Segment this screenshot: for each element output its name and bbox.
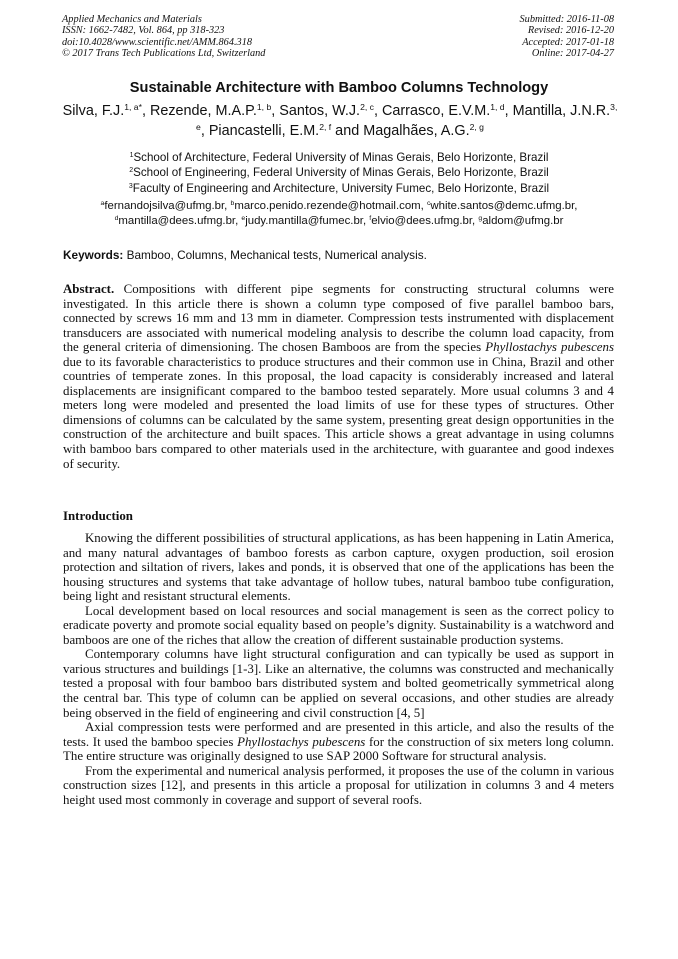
paragraph — [63, 604, 614, 648]
submission-dates — [520, 14, 614, 59]
section-heading: Introduction — [63, 509, 133, 523]
author-affiliation-mark: 2, c — [360, 101, 374, 112]
author-name: Magalhães, A.G. — [363, 123, 470, 139]
paragraph — [63, 647, 614, 720]
affiliation-mark: 1 — [129, 151, 134, 159]
journal-info-line: doi:10.4028/www.scientific.net/AMM.864.318 — [62, 36, 252, 48]
affiliation-text: School of Architecture, Federal University of Minas Gerais, Belo Horizonte, Brazil — [133, 151, 549, 164]
author-name: Santos, W.J. — [279, 103, 361, 119]
affiliations — [0, 150, 678, 196]
separator: , — [362, 215, 370, 227]
affiliation — [0, 165, 678, 180]
paragraph — [63, 720, 614, 764]
email-mark: g — [478, 214, 483, 222]
journal-info-line: ISSN: 1662-7482, Vol. 864, pp 318-323 — [62, 25, 225, 37]
separator: and — [331, 123, 364, 139]
author-affiliation-mark: 2, f — [319, 121, 332, 132]
paragraph-text: From the experimental and numerical analysis performed, it proposes the use of the column in various construction sizes [12], and presents in this article a proposal for utilization in columns 3 and 4 meters height used most commonly in coverage and support of several roofs. — [63, 763, 614, 807]
separator: , — [472, 215, 479, 227]
date-line: Accepted: 2017-01-18 — [522, 36, 614, 48]
email-address: fernandojsilva@ufmg.br — [104, 200, 225, 212]
paper-title: Sustainable Architecture with Bamboo Columns Technology — [129, 80, 549, 96]
journal-info-line: Applied Mechanics and Materials — [62, 14, 202, 25]
separator: , — [420, 200, 427, 212]
email-address: white.santos@demc.ufmg.br — [430, 200, 575, 212]
species-name: Phyllostachys pubescens — [237, 734, 366, 749]
affiliation — [0, 150, 678, 165]
date-line: Online: 2017-04-27 — [531, 47, 614, 59]
email-mark: a — [100, 199, 105, 207]
keywords-label: Keywords: — [63, 248, 124, 262]
email-address: mantilla@dees.ufmg.br — [118, 215, 236, 227]
author-list — [60, 101, 620, 141]
affiliation-text: School of Engineering, Federal University of Minas Gerais, Belo Horizonte, Brazil — [133, 166, 549, 180]
journal-info-line: © 2017 Trans Tech Publications Ltd, Switzerland — [62, 47, 266, 59]
affiliation-mark: 2 — [129, 167, 134, 175]
author-affiliation-mark: 3, e — [196, 101, 618, 132]
date-line: Revised: 2016-12-20 — [527, 25, 614, 37]
separator: , — [271, 103, 280, 119]
email-address: elvio@dees.ufmg.br — [371, 215, 473, 227]
email-mark: b — [230, 199, 235, 207]
keywords-text: Bamboo, Columns, Mechanical tests, Numerical analysis. — [123, 248, 427, 262]
paragraph-text: Axial compression tests were performed and are presented in this article, and also the results of the tests. It used the bamboo species — [63, 720, 614, 749]
email-mark: c — [426, 199, 431, 207]
paragraph-text: Contemporary columns have light structural configuration and can typically be used as support in various structures and buildings [1-3]. Like an alternative, the columns was constructed and mechanically tested a proposal with four bamboo bars distributed system and bolted geometrically symmetrical along the central bar. This type of column can be applied on several occasions, and other studies are already being observed in the field of engineering and civil construction [4, 5] — [63, 647, 614, 720]
author-affiliation-mark: 1, a* — [124, 101, 142, 112]
email-mark: d — [114, 214, 119, 222]
introduction-body — [63, 531, 614, 807]
email-mark: f — [369, 214, 372, 222]
email-address: marco.penido.rezende@hotmail.com — [234, 200, 421, 212]
paragraph-text: Local development based on local resources and social management is seen as the correct policy to eradicate poverty and promote social equality based on people’s dignity. Sustainability is a watchword and bamboos are one of the riches that allow the creation of different sustainable production systems. — [63, 603, 614, 647]
email-mark: e — [241, 214, 246, 222]
separator: , — [141, 103, 150, 119]
author-name: Mantilla, J.N.R. — [512, 103, 611, 119]
separator: , — [373, 103, 382, 119]
affiliation-mark: 3 — [128, 182, 133, 190]
species-name: Phyllostachys pubescens — [485, 340, 614, 355]
paragraph — [63, 531, 614, 604]
author-name: Silva, F.J. — [62, 103, 125, 119]
abstract-text: Compositions with different pipe segments for constructing structural columns were investigated. In this article there is shown a column type composed of five parallel bamboo bars, connected by screws 16 mm and 13 mm in diameter. Compression tests instrumented with displacement transducers are associated with numerical modeling analysis to describe the column load capacity, from the general criteria of dimensioning. The chosen Bamboos are from the species — [63, 282, 614, 355]
paragraph — [63, 764, 614, 808]
affiliation — [0, 181, 678, 196]
author-affiliation-mark: 1, d — [490, 101, 505, 112]
journal-info — [62, 14, 265, 59]
separator: , — [200, 123, 209, 139]
email-address: aldom@ufmg.br — [482, 215, 564, 227]
affiliation-text: Faculty of Engineering and Architecture, University Fumec, Belo Horizonte, Brazil — [132, 181, 550, 195]
separator: , — [504, 103, 513, 119]
separator: , — [235, 215, 242, 227]
separator: , — [224, 200, 231, 212]
author-name: Piancastelli, E.M. — [208, 123, 320, 139]
abstract-text: due to its favorable characteristics to produce structures and their common use in China, Brazil and other countries of temperate zones. In this proposal, the load capacity is considerably increased and lateral displacements are insignificant compared to the bamboo tested separately. More usual columns 3 and 4 meters long were modeled and presented the load limits of use for these types of structures. Other dimensions of columns can be calculated by the same system, presenting great design opportunities in the construction of the architecture and built spaces. This article shows a great advantage in using columns with bamboo bars compared to other materials used in the architecture, with guarantee and good indexes of security. — [63, 354, 614, 471]
email-address: judy.mantilla@fumec.br — [245, 215, 363, 227]
author-affiliation-mark: 1, b — [256, 101, 272, 112]
keywords — [63, 248, 427, 262]
separator: , — [574, 200, 578, 212]
abstract-label: Abstract. — [63, 282, 115, 296]
abstract — [63, 282, 614, 471]
date-line: Submitted: 2016-11-08 — [519, 14, 614, 25]
paragraph-text: for the construction of six meters long column. The entire structure was originally designed to use SAP 2000 Software for structural analysis. — [63, 734, 614, 764]
paragraph-text: Knowing the different possibilities of structural applications, as has been happening in Latin America, and many natural advantages of bamboo forests as carbon capture, oxygen production, soil erosion protection and siltation of rivers, lakes and ponds, it is observed that one of the applications has been the housing structures and systems that take advantage of hollow tubes, natural bamboo tube configuration, being light and resistant structural elements. — [63, 531, 614, 604]
author-name: Carrasco, E.V.M. — [381, 103, 491, 119]
author-name: Rezende, M.A.P. — [149, 103, 257, 119]
author-affiliation-mark: 2, g — [469, 121, 484, 132]
email-list — [40, 199, 638, 229]
